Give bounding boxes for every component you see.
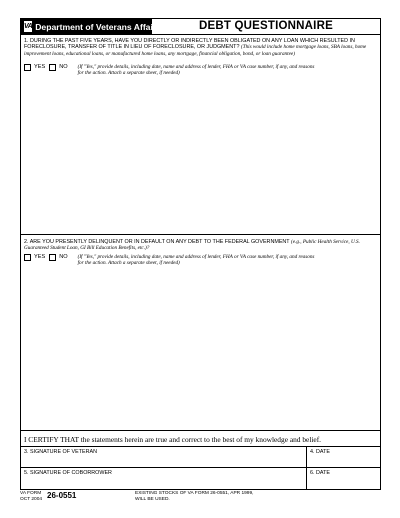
form-footer: [20, 491, 381, 511]
question-2-prompt: 2. ARE YOU PRESENTLY DELINQUENT OR IN DEFAULT ON ANY DEBT TO THE FEDERAL GOVERNMENT: [24, 239, 290, 245]
debt-questionnaire-form: [20, 18, 381, 490]
question-1-answer: [24, 64, 318, 76]
coborrower-date-field[interactable]: [307, 468, 380, 489]
va-logo-icon: VA: [24, 23, 33, 30]
certification-statement: [21, 432, 380, 447]
form-header: [21, 19, 380, 35]
question-1-text: [24, 38, 376, 57]
question-1-yes-checkbox[interactable]: [24, 64, 31, 71]
coborrower-date-label: 6. DATE: [310, 470, 330, 476]
stock-note: [135, 491, 253, 502]
question-1-note: (This would include home mortgage loans, SBA loans, home improvement loans, educational loans, or manufactured home loans, any mortgage, financial obligation, bond, or loan guarantee): [24, 44, 367, 57]
veteran-signature-label: 3. SIGNATURE OF VETERAN: [24, 449, 97, 455]
veteran-signature-field[interactable]: [21, 447, 307, 467]
agency-name: Department of Veterans Affairs: [35, 21, 161, 32]
form-label-line-2: OCT 2004: [20, 496, 43, 502]
question-1-yes-label: YES: [34, 64, 46, 70]
agency-banner: [21, 19, 161, 34]
question-1-no-checkbox[interactable]: [49, 64, 56, 71]
question-2-yes-label: YES: [34, 254, 46, 260]
question-2-instruction: (If "Yes," provide details, including date, name and address of lender, FHA or VA case number, if any, and reasons for the action. Attach a separate sheet, if needed): [77, 254, 315, 267]
question-1-prompt: 1. DURING THE PAST FIVE YEARS, HAVE YOU DIRECTLY OR INDIRECTLY BEEN OBLIGATED ON ANY LOAN WHICH RESULTED IN FORECLOSURE, TRANSFER OF TITLE IN LIEU OF FORECLOSURE, OR JUDGMENT?: [24, 38, 355, 51]
question-2-answer: [24, 254, 318, 266]
question-2-no-label: NO: [59, 254, 68, 260]
coborrower-signature-field[interactable]: [21, 468, 307, 489]
question-1-instruction: (If "Yes," provide details, including date, name and address of lender, FHA or VA case number, if any, and reasons for the action. Attach a separate sheet, if needed): [77, 64, 315, 77]
form-label-line-1: VA FORM: [20, 491, 42, 496]
form-number: 26-0551: [47, 491, 77, 500]
form-title: DEBT QUESTIONNAIRE: [199, 20, 333, 32]
stock-note-line-2: WILL BE USED.: [135, 496, 170, 502]
question-2-text: [24, 239, 376, 252]
coborrower-signature-row: [21, 468, 380, 489]
veteran-signature-row: [21, 447, 380, 468]
certification-lead: I CERTIFY THAT: [24, 435, 79, 444]
question-2-yes-checkbox[interactable]: [24, 254, 31, 261]
certification-text: the statements herein are true and correct to the best of my knowledge and belief.: [78, 435, 322, 444]
veteran-date-label: 4. DATE: [310, 449, 330, 455]
question-2-no-checkbox[interactable]: [49, 254, 56, 261]
coborrower-signature-label: 5. SIGNATURE OF COBORROWER: [24, 470, 112, 476]
question-1-no-label: NO: [59, 64, 68, 70]
question-1-section: [21, 35, 380, 235]
stock-note-line-1: EXISTING STOCKS OF VA FORM 26-0551, APR 1999,: [135, 491, 254, 496]
question-2-section: [21, 236, 380, 431]
veteran-date-field[interactable]: [307, 447, 380, 467]
question-2-note: (e.g., Public Health Service, U.S. Guaranteed Student Loan, GI Bill Education Benefits, etc.)?: [24, 239, 360, 252]
form-label: [20, 491, 42, 502]
